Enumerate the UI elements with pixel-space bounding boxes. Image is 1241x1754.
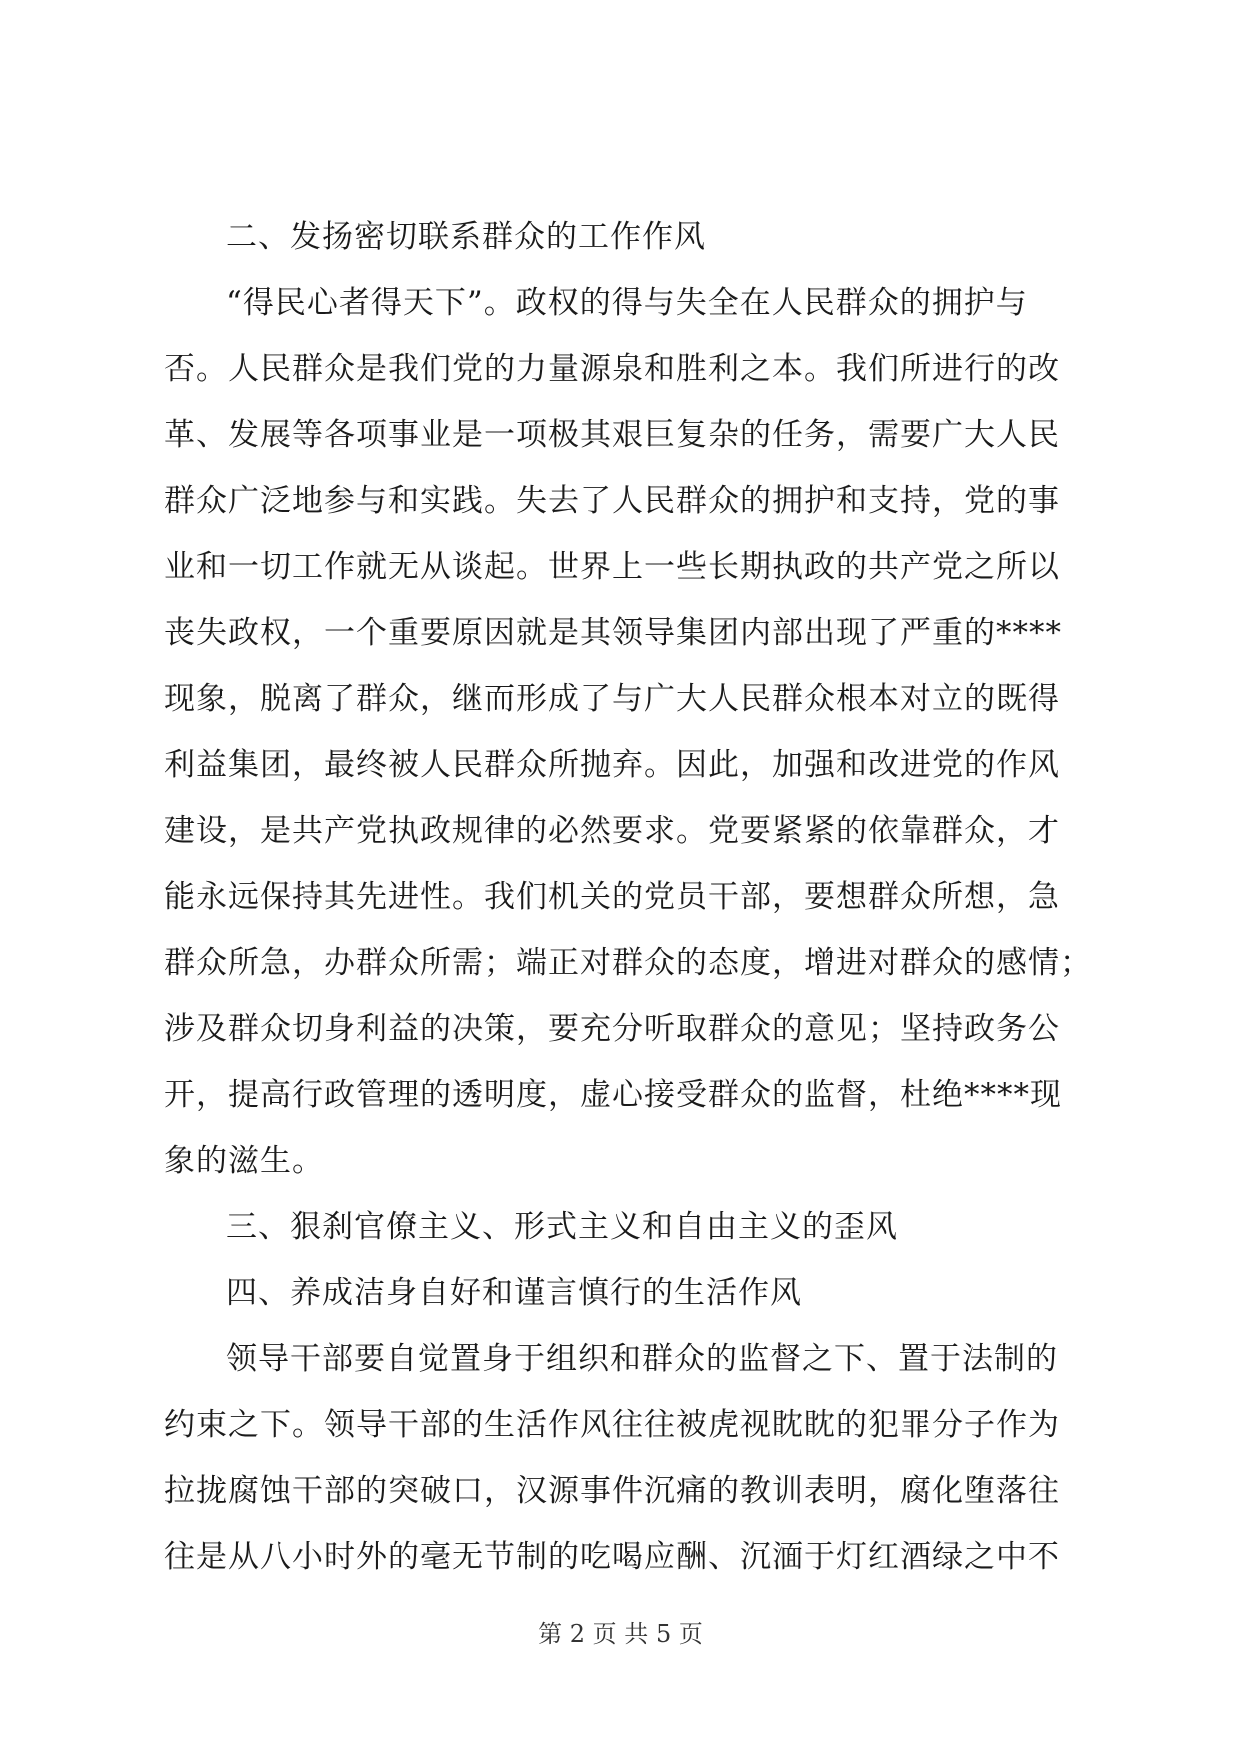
page-number-footer: 第 2 页 共 5 页 <box>538 1620 703 1648</box>
paragraph-line: 现象，脱离了群众，继而形成了与广大人民群众根本对立的既得 <box>164 681 1060 717</box>
paragraph-line: 丧失政权，一个重要原因就是其领导集团内部出现了严重的**** <box>164 615 1062 651</box>
paragraph-line: 能永远保持其先进性。我们机关的党员干部，要想群众所想，急 <box>164 879 1060 915</box>
section-heading-2: 二、发扬密切联系群众的工作作风 <box>226 219 706 255</box>
document-body <box>164 204 1092 1590</box>
paragraph-line: 建设，是共产党执政规律的必然要求。党要紧紧的依靠群众，才 <box>164 813 1060 849</box>
paragraph-line: 往是从八小时外的毫无节制的吃喝应酬、沉湎于灯红酒绿之中不 <box>164 1539 1060 1575</box>
paragraph-line: 象的滋生。 <box>164 1143 324 1179</box>
paragraph-line: 群众所急，办群众所需；端正对群众的态度，增进对群众的感情； <box>164 945 1092 981</box>
paragraph-line: 利益集团，最终被人民群众所抛弃。因此，加强和改进党的作风 <box>164 747 1060 783</box>
paragraph-line: 开，提高行政管理的透明度，虚心接受群众的监督，杜绝****现 <box>164 1077 1062 1113</box>
paragraph-line: 业和一切工作就无从谈起。世界上一些长期执政的共产党之所以 <box>164 549 1060 585</box>
paragraph-line: 拉拢腐蚀干部的突破口，汉源事件沉痛的教训表明，腐化堕落往 <box>164 1473 1060 1509</box>
paragraph-line: 领导干部要自觉置身于组织和群众的监督之下、置于法制的 <box>226 1341 1058 1377</box>
paragraph-line: “得民心者得天下”。政权的得与失全在人民群众的拥护与 <box>226 285 1028 321</box>
paragraph-line: 革、发展等各项事业是一项极其艰巨复杂的任务，需要广大人民 <box>164 417 1060 453</box>
paragraph-line: 否。人民群众是我们党的力量源泉和胜利之本。我们所进行的改 <box>164 351 1060 387</box>
section-heading-4: 四、养成洁身自好和谨言慎行的生活作风 <box>226 1275 802 1311</box>
section-heading-3: 三、狠刹官僚主义、形式主义和自由主义的歪风 <box>226 1209 898 1245</box>
paragraph-line: 群众广泛地参与和实践。失去了人民群众的拥护和支持，党的事 <box>164 483 1060 519</box>
paragraph-line: 涉及群众切身利益的决策，要充分听取群众的意见；坚持政务公 <box>164 1011 1060 1047</box>
paragraph-line: 约束之下。领导干部的生活作风往往被虎视眈眈的犯罪分子作为 <box>164 1407 1060 1443</box>
